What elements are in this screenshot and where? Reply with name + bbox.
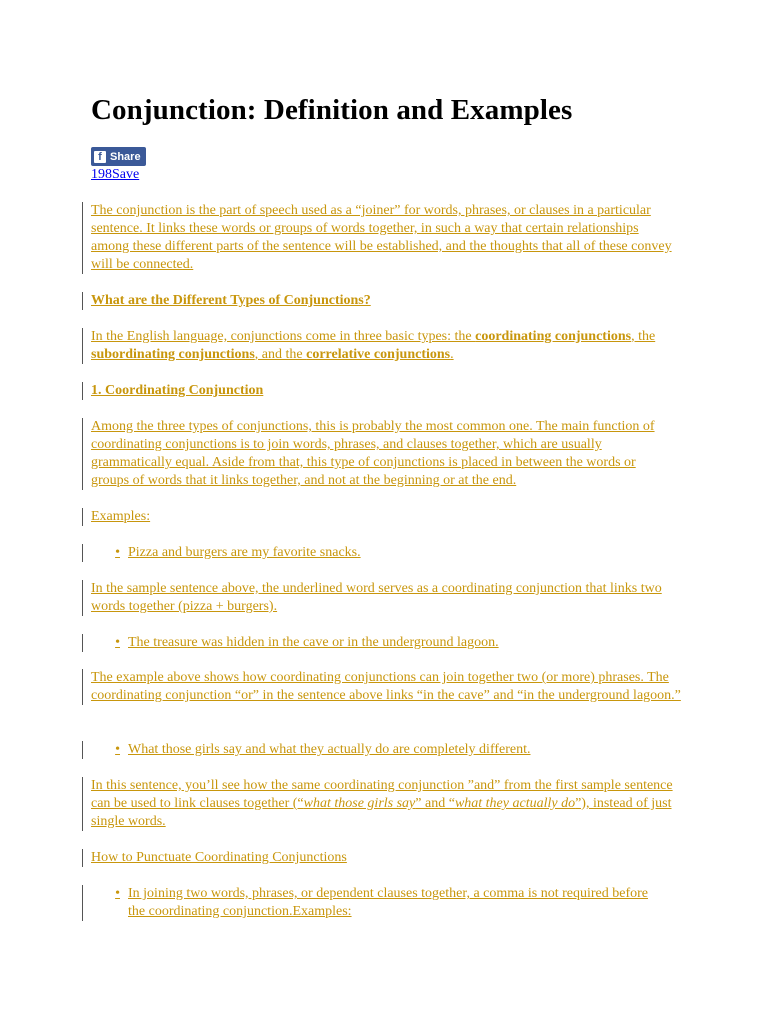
example-2-text[interactable]: The treasure was hidden in the cave or in the underground lagoon. (128, 635, 499, 650)
example-2-note (82, 669, 681, 705)
punctuate-heading-text[interactable]: How to Punctuate Coordinating Conjunctions (91, 850, 347, 865)
types-heading (82, 292, 676, 310)
example-3-note-italic-1[interactable]: what those girls say (303, 796, 416, 811)
punctuate-item-1-text[interactable]: In joining two words, phrases, or dependent clauses together, a comma is not required before the coordinating conjunction.Examples: (128, 886, 649, 919)
intro-paragraph (82, 202, 676, 274)
share-label: Share (110, 150, 141, 163)
example-1-note-text[interactable]: In the sample sentence above, the underlined word serves as a coordinating conjunction that links two words together (pizza + burgers). (91, 581, 662, 614)
intro-text[interactable]: The conjunction is the part of speech used as a “joiner” for words, phrases, or clauses in a particular sentence. It links these words or groups of words together, in such a way that certain relationships among these different parts of the sentence will be established, and the thoughts that all of these convey will be connected. (91, 203, 672, 272)
types-paragraph (82, 328, 681, 364)
types-text-4[interactable]: . (450, 347, 454, 362)
bullet-icon: • (115, 886, 120, 901)
facebook-share-button[interactable] (91, 147, 146, 166)
example-1 (82, 544, 683, 562)
examples-label (82, 508, 676, 526)
facebook-icon: f (94, 151, 106, 163)
types-text-3[interactable]: , and the (254, 347, 307, 362)
coordinating-description (82, 418, 676, 490)
example-1-note (82, 580, 676, 616)
types-text-2[interactable]: , the (631, 329, 656, 344)
types-heading-text[interactable]: What are the Different Types of Conjunctions? (91, 293, 371, 308)
types-bold-subordinating[interactable]: subordinating conjunctions (91, 347, 255, 362)
example-3-note-text-3[interactable]: ”), instead of just single words. (91, 796, 672, 829)
punctuate-heading (82, 849, 676, 867)
save-link[interactable]: 198Save (91, 167, 140, 182)
example-3-note-text-2[interactable]: ” and “ (415, 796, 455, 811)
bullet-icon: • (115, 545, 120, 560)
example-3 (82, 741, 683, 759)
bullet-icon: • (115, 742, 120, 757)
example-3-note (82, 777, 676, 831)
coordinating-heading-text[interactable]: 1. Coordinating Conjunction (91, 383, 264, 398)
example-3-note-text-1[interactable]: In this sentence, you’ll see how the same coordinating conjunction ”and” from the first sample sentence can be used to link clauses together (“ (91, 778, 673, 811)
examples-label-text[interactable]: Examples: (91, 509, 151, 524)
punctuate-item-1 (82, 885, 683, 921)
example-2 (82, 634, 683, 652)
types-text-1[interactable]: In the English language, conjunctions come in three basic types: the (91, 329, 476, 344)
coordinating-heading (82, 382, 676, 400)
types-bold-correlative[interactable]: correlative conjunctions (306, 347, 451, 362)
bullet-icon: • (115, 635, 120, 650)
example-3-text[interactable]: What those girls say and what they actually do are completely different. (128, 742, 531, 757)
example-1-text[interactable]: Pizza and burgers are my favorite snacks. (128, 545, 361, 560)
example-2-note-text[interactable]: The example above shows how coordinating conjunctions can join together two (or more) phrases. The coordinating conjunction “or” in the sentence above links “in the cave” and “in the underground lagoon.” (91, 670, 681, 703)
page-title: Conjunction: Definition and Examples (91, 94, 573, 126)
example-3-note-italic-2[interactable]: what they actually do (454, 796, 576, 811)
coordinating-description-text[interactable]: Among the three types of conjunctions, this is probably the most common one. The main function of coordinating conjunctions is to join words, phrases, and clauses together, which are usually grammatically equal. Aside from that, this type of conjunctions is placed in between the words or groups of words that it links together, and not at the beginning or at the end. (91, 419, 655, 488)
types-bold-coordinating[interactable]: coordinating conjunctions (475, 329, 632, 344)
